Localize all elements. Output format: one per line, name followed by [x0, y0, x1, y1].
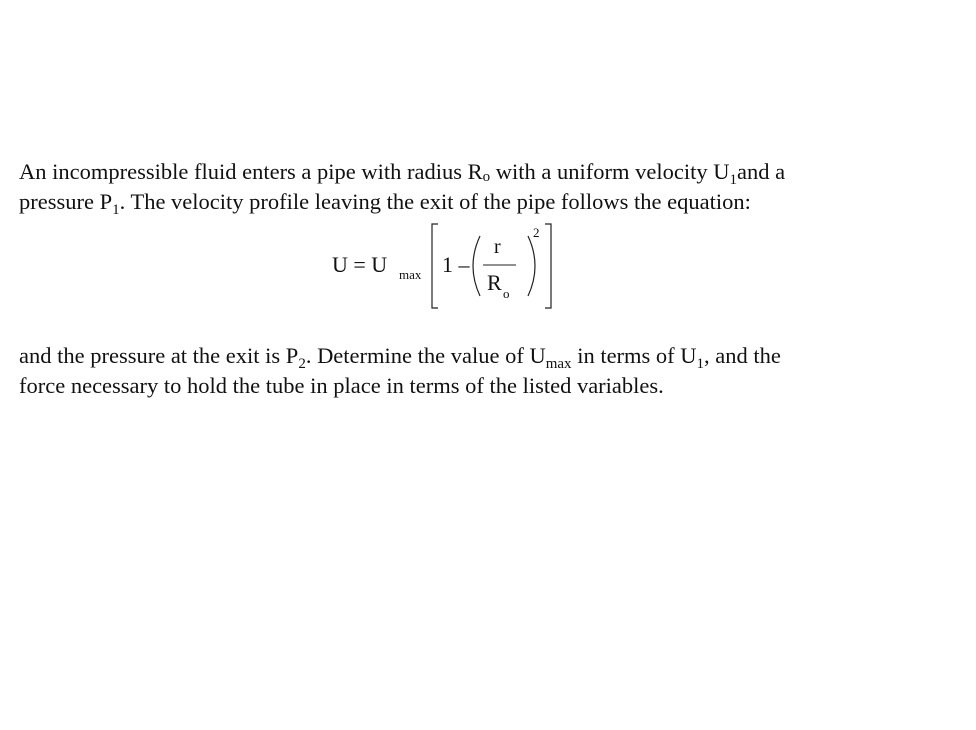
- radius-subscript: o: [482, 169, 491, 185]
- umax-subscript: max: [545, 356, 572, 372]
- equation-denominator-subscript: o: [503, 286, 510, 301]
- equation-exponent: 2: [533, 225, 540, 240]
- right-parenthesis: [528, 236, 535, 296]
- velocity-profile-equation: [332, 220, 562, 312]
- equation-lhs: U = U: [332, 252, 388, 277]
- intro-line-1: An incompressible fluid enters a pipe with radius Ro with a uniform velocity $U_1and$ a: [19, 159, 786, 188]
- u1-subscript: 1: [696, 356, 705, 372]
- left-parenthesis: [473, 236, 480, 296]
- equation-numerator: r: [494, 236, 501, 258]
- right-square-bracket: [545, 224, 551, 308]
- equation-max-subscript: max: [399, 267, 422, 282]
- question-line-2: force necessary to hold the tube in place in terms of the listed variables.: [19, 373, 664, 398]
- intro-line-2: pressure $P_1$. The velocity profile leaving the exit of the pipe follows the equation:: [19, 189, 751, 218]
- question-line-1: and the pressure at the exit is $P_2$. Determine the value of $U_{max}$ in terms of $U_1$, and the: [19, 343, 781, 372]
- equation-one-minus: 1 –: [442, 252, 470, 277]
- problem-statement-intro: [19, 157, 959, 217]
- problem-statement-question: [19, 341, 959, 401]
- left-square-bracket: [432, 224, 438, 308]
- exit-pressure-subscript: 2: [298, 356, 306, 372]
- velocity-subscript: 1: [729, 172, 737, 188]
- pressure-subscript: 1: [112, 202, 120, 218]
- equation-denominator: R: [487, 270, 502, 295]
